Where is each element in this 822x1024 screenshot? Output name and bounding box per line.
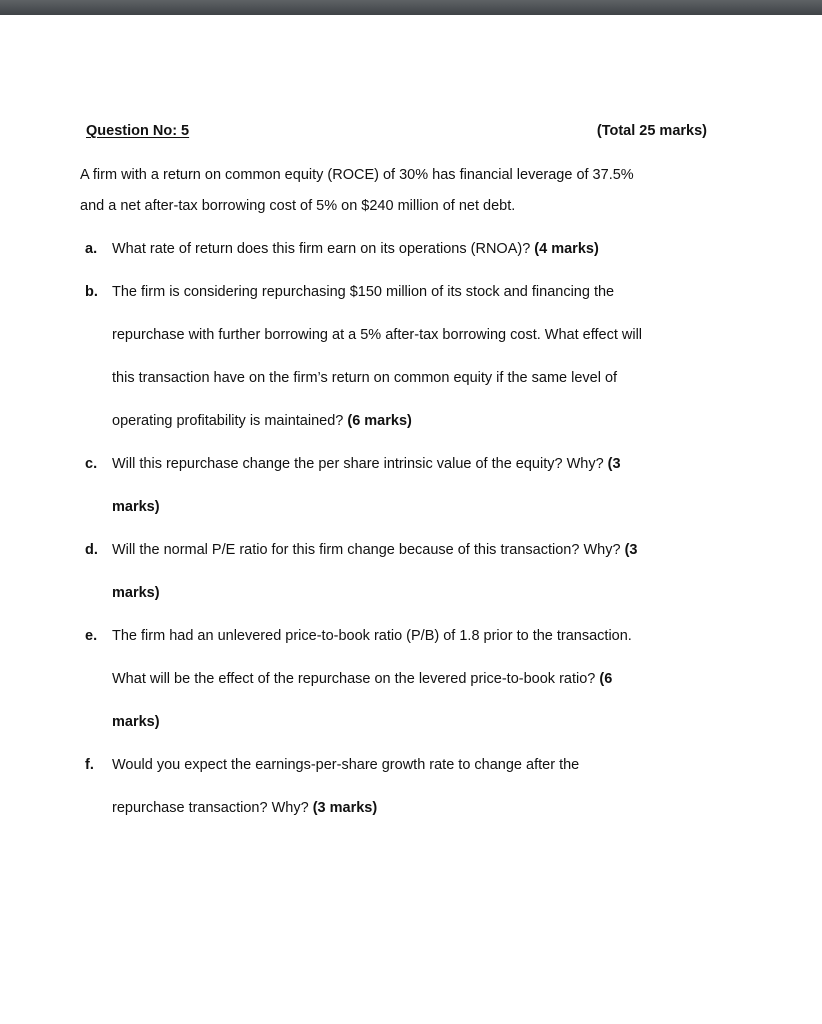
- sub-question-line: [112, 585, 160, 601]
- intro-line-1: A firm with a return on common equity (ROCE) of 30% has financial leverage of 37.5%: [80, 167, 634, 183]
- marks-label: marks): [112, 499, 160, 515]
- sub-question-text: repurchase with further borrowing at a 5% after-tax borrowing cost. What effect will: [112, 327, 643, 343]
- sub-question-text: Would you expect the earnings-per-share growth rate to change after the: [112, 757, 580, 773]
- sub-question-line: [112, 499, 160, 515]
- sub-question-text: The firm is considering repurchasing $150 million of its stock and financing the: [112, 284, 615, 300]
- question-number-heading: Question No: 5: [86, 123, 190, 139]
- sub-question-text: Will the normal P/E ratio for this firm change because of this transaction? Why?: [112, 542, 625, 558]
- sub-question-line: [112, 628, 632, 644]
- sub-question-line: [112, 327, 642, 343]
- sub-question-text: What will be the effect of the repurchase on the levered price-to-book ratio?: [112, 671, 600, 687]
- sub-question-text: this transaction have on the firm’s return on common equity if the same level of: [112, 370, 618, 386]
- sub-question-line: [112, 800, 377, 816]
- sub-question-line: [112, 241, 599, 257]
- sub-question-line: [112, 413, 412, 429]
- marks-label: (6 marks): [347, 413, 412, 429]
- sub-question-letter: c.: [85, 456, 98, 472]
- sub-question-letter: b.: [85, 284, 98, 300]
- sub-question-line: [112, 370, 617, 386]
- sub-question-letter: f.: [85, 757, 94, 773]
- sub-question-letter: d.: [85, 542, 98, 558]
- sub-question-letter: a.: [85, 241, 98, 257]
- marks-label: (3: [624, 542, 638, 558]
- marks-label: (3 marks): [312, 800, 378, 816]
- sub-question-line: [112, 456, 621, 472]
- window-top-bar: [0, 0, 822, 15]
- total-marks-label: (Total 25 marks): [596, 123, 707, 139]
- intro-line-2: and a net after-tax borrowing cost of 5% on $240 million of net debt.: [80, 198, 516, 214]
- sub-question-line: [112, 757, 579, 773]
- sub-question-text: What rate of return does this firm earn on its operations (RNOA)?: [112, 241, 535, 257]
- sub-question-text: operating profitability is maintained?: [112, 413, 348, 429]
- question-intro: [80, 160, 740, 222]
- marks-label: marks): [112, 714, 160, 730]
- sub-question-letter: e.: [85, 628, 98, 644]
- marks-label: (6: [599, 671, 613, 687]
- sub-question-text: Will this repurchase change the per share intrinsic value of the equity? Why?: [112, 456, 608, 472]
- sub-question-line: [112, 714, 160, 730]
- marks-label: (3: [607, 456, 621, 472]
- sub-question-text: repurchase transaction? Why?: [112, 800, 313, 816]
- sub-question-line: [112, 671, 612, 687]
- sub-question-line: [112, 284, 614, 300]
- sub-question-line: [112, 542, 637, 558]
- marks-label: (4 marks): [534, 241, 599, 257]
- sub-question-text: The firm had an unlevered price-to-book ratio (P/B) of 1.8 prior to the transaction.: [112, 628, 632, 644]
- marks-label: marks): [112, 585, 160, 601]
